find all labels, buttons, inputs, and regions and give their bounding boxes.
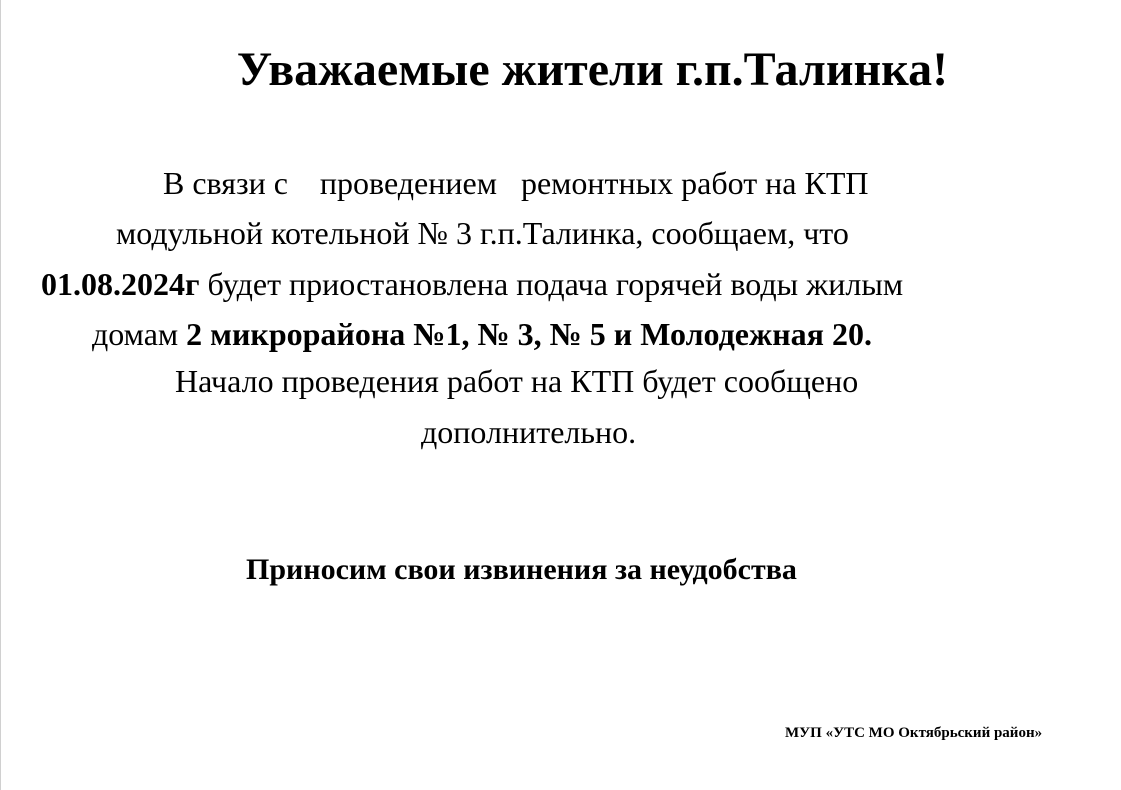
shutdown-date: 01.08.2024г: [41, 266, 200, 302]
body-line-1: В связи с проведением ремонтных работ на КТП: [163, 165, 869, 201]
body-line-3-text: будет приостановлена подача горячей воды жилым: [199, 266, 904, 302]
organization-signature: МУП «УТС МО Октябрьский район»: [785, 725, 1043, 741]
page-edge: [0, 0, 1, 790]
body-line-6: дополнительно.: [421, 414, 637, 450]
affected-buildings: 2 микрорайона №1, № 3, № 5 и Молодежная 20.: [186, 316, 872, 352]
apology-text: Приносим свои извинения за неудобства: [246, 553, 797, 586]
body-line-4-prefix: домам: [92, 316, 187, 352]
notice-title: Уважаемые жители г.п.Талинка!: [236, 43, 949, 96]
body-line-3: [41, 259, 903, 309]
body-line-4: [92, 309, 872, 359]
body-line-2: модульной котельной № 3 г.п.Талинка, сообщаем, что: [116, 215, 849, 251]
body-line-5: Начало проведения работ на КТП будет сообщено: [175, 363, 859, 399]
